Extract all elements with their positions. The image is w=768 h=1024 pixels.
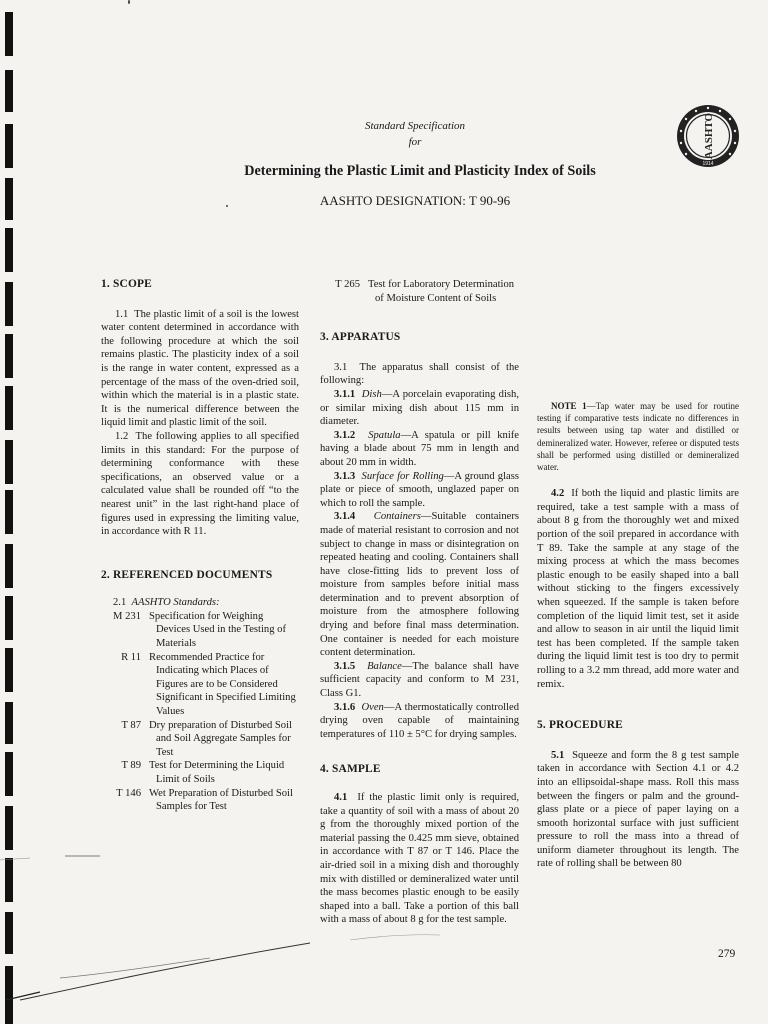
page-title: Determining the Plastic Limit and Plasticity Index of Soils bbox=[244, 163, 596, 179]
reference-item: T 87 Dry preparation of Disturbed Soil and Soil Aggregate Samples for Test bbox=[121, 719, 292, 758]
section-heading-scope: 1. SCOPE bbox=[101, 278, 152, 290]
paragraph-3-1-2: 3.1.2 Spatula—A spatula or pill knife having a blade about 75 mm in length and about 20 mm in width. bbox=[320, 429, 519, 468]
column-3 bbox=[537, 278, 739, 871]
paragraph-3-1-6: 3.1.6 Oven—A thermostatically controlled drying oven capable of maintaining temperatures of 110 ± 5°C for drying samples. bbox=[320, 701, 519, 740]
paragraph-3-1-1: 3.1.1 Dish—A porcelain evaporating dish, or similar mixing dish about 115 mm in diameter. bbox=[320, 388, 519, 428]
column-2 bbox=[320, 278, 519, 927]
paragraph-3-1-5: 3.1.5 Balance—The balance shall have sufficient capacity and conform to M 231, Class G1. bbox=[320, 660, 519, 700]
paragraph-3-1: 3.1 The apparatus shall consist of the following: bbox=[320, 361, 519, 387]
aashto-seal-logo bbox=[675, 103, 741, 169]
standard-spec-header bbox=[300, 118, 530, 150]
standard-spec-line: Standard Specification bbox=[364, 120, 466, 132]
page-number: 279 bbox=[718, 948, 736, 960]
reference-item: T 265 Test for Laboratory Determination of Moisture Content of Soils bbox=[335, 279, 515, 304]
paragraph-4-1: 4.1 If the plastic limit only is required, take a quantity of soil with a mass of about 20 g from the thoroughly mixed portion of the material passing the 0.425 mm sieve, obtained in accordance with T 87 or T 146. Place the air-dried soil in a mixing dish and thoroughly mix with distilled or demineralized water until the mass becomes plastic enough to be easily shaped into a ball. Take a portion of this ball with a mass of about 8 g for the test sample. bbox=[320, 792, 519, 926]
aashto-designation: AASHTO DESIGNATION: T 90-96 bbox=[319, 193, 511, 208]
paragraph-1-1: 1.1 The plastic limit of a soil is the lowest water content determined in accordance with the following procedure at which the soil remains plastic. The plasticity index of a soil is the range in water content, expressed as a percentage of the mass of the oven-dried soil, within which the material is in a plastic state. It is the numerical difference between the liquid limit and plastic limit of the soil. bbox=[101, 308, 299, 429]
section-heading-referenced-documents: 2. REFERENCED DOCUMENTS bbox=[101, 568, 273, 581]
reference-list bbox=[101, 610, 299, 814]
seal-text: AASHTO bbox=[703, 112, 715, 160]
section-heading-apparatus: 3. APPARATUS bbox=[320, 331, 401, 344]
paragraph-3-1-3: 3.1.3 Surface for Rolling—A ground glass plate or piece of smooth, unglazed paper on which to roll the sample. bbox=[320, 470, 519, 509]
section-heading-procedure: 5. PROCEDURE bbox=[537, 719, 623, 732]
reference-item: R 11 Recommended Practice for Indicating which Places of Figures are to be Considered Significant in Specified Limiting Values bbox=[121, 651, 296, 718]
section-heading-sample: 4. SAMPLE bbox=[320, 763, 381, 776]
subsection-2-1: 2.1 AASHTO Standards: bbox=[113, 597, 220, 609]
paragraph-4-2: 4.2 If both the liquid and plastic limits are required, take a test sample with a mass of about 8 g from the thoroughly wet and mixed portion of the soil prepared in accordance with T 89. Take the sample at any stage of the mixing process at which the mass becomes plastic enough to be easily shaped into a ball without sticking to the fingers excessively when squeezed. If the sample is taken before completion of the liquid limit test, set it aside and allow to season in air until the liquid limit test has been completed. If the sample taken during the liquid limit test is too dry to permit rolling to a 3.2 mm thread, add more water and remix. bbox=[537, 488, 740, 690]
reference-item: M 231 Specification for Weighing Devices Used in the Testing of Materials bbox=[113, 610, 286, 650]
paragraph-1-2: 1.2 The following applies to all specified limits in this standard: For the purpose of determining conformance with these specifications, an observed value or a calculated value shall be rounded off “to the nearest unit” in the last right-hand place of figures used in expressing the limiting value, in accordance with R 11. bbox=[101, 430, 299, 538]
seal-year: 1914 bbox=[702, 161, 714, 167]
for-line: for bbox=[408, 136, 422, 148]
paragraph-5-1: 5.1 Squeeze and form the 8 g test sample taken in accordance with Section 4.1 or 4.2 into an ellipsoidal-shape mass. Roll this mass between the fingers or palm and the ground-glass plate or a piece of paper laying on a smooth horizontal surface with just sufficient pressure to roll the mass into a thread of uniform diameter throughout its length. The rate of rolling shall be between 80 bbox=[537, 749, 740, 870]
note-1: NOTE 1—Tap water may be used for routine testing if comparative tests indicate no differences in results between using tap water and distilled or demineralized water. However, referee or disputed tests shall be performed using distilled or demineralized water. bbox=[537, 401, 739, 473]
column-1 bbox=[101, 278, 299, 814]
reference-item: T 89 Test for Determining the Liquid Limit of Soils bbox=[121, 760, 285, 785]
reference-item: T 146 Wet Preparation of Disturbed Soil Samples for Test bbox=[116, 787, 293, 813]
paragraph-3-1-4: 3.1.4 Containers—Suitable containers made of material resistant to corrosion and not subject to change in mass or disintegration on repeated heating and cooling. Containers shall have close-fitting lids to prevent loss of moisture from samples before initial mass determination and to prevent absorption of moisture from the atmosphere following drying and before final mass determination. One container is needed for each moisture content determination. bbox=[320, 511, 519, 659]
